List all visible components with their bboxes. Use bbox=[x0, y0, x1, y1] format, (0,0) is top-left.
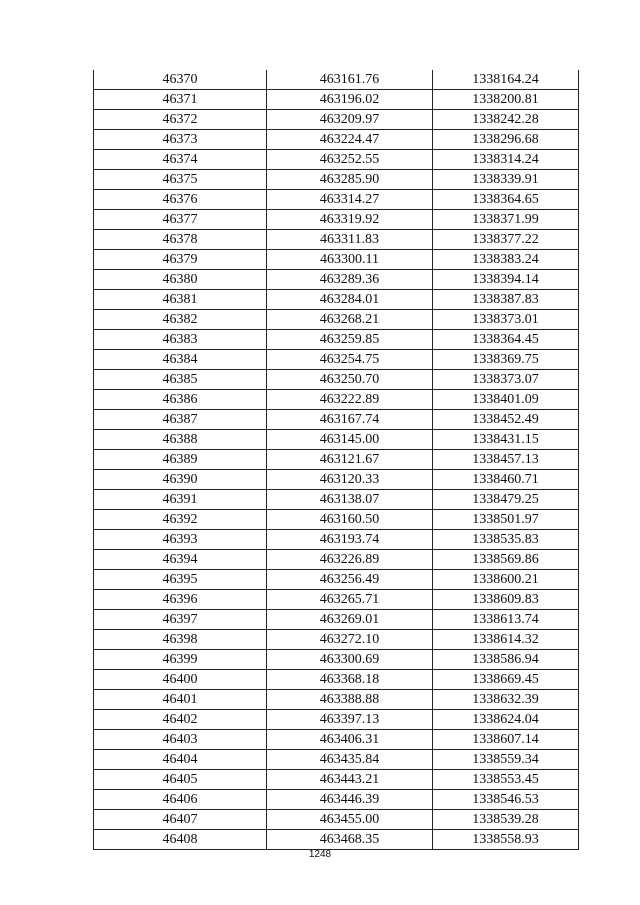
x-coordinate-cell: 463120.33 bbox=[267, 470, 433, 490]
table-row bbox=[94, 550, 579, 570]
point-id-cell: 46398 bbox=[94, 630, 267, 650]
table-row bbox=[94, 710, 579, 730]
x-coordinate-cell: 463368.18 bbox=[267, 670, 433, 690]
x-coordinate-cell: 463300.11 bbox=[267, 250, 433, 270]
x-coordinate-cell: 463222.89 bbox=[267, 390, 433, 410]
table-body bbox=[94, 70, 579, 850]
table-row bbox=[94, 670, 579, 690]
y-coordinate-cell: 1338371.99 bbox=[433, 210, 579, 230]
table-row bbox=[94, 810, 579, 830]
x-coordinate-cell: 463314.27 bbox=[267, 190, 433, 210]
y-coordinate-cell: 1338501.97 bbox=[433, 510, 579, 530]
table-row bbox=[94, 270, 579, 290]
point-id-cell: 46390 bbox=[94, 470, 267, 490]
coordinate-table bbox=[93, 70, 579, 850]
point-id-cell: 46378 bbox=[94, 230, 267, 250]
table-row bbox=[94, 590, 579, 610]
point-id-cell: 46405 bbox=[94, 770, 267, 790]
x-coordinate-cell: 463224.47 bbox=[267, 130, 433, 150]
x-coordinate-cell: 463209.97 bbox=[267, 110, 433, 130]
x-coordinate-cell: 463161.76 bbox=[267, 70, 433, 90]
y-coordinate-cell: 1338364.45 bbox=[433, 330, 579, 350]
y-coordinate-cell: 1338394.14 bbox=[433, 270, 579, 290]
table-row bbox=[94, 110, 579, 130]
point-id-cell: 46383 bbox=[94, 330, 267, 350]
table-row bbox=[94, 290, 579, 310]
x-coordinate-cell: 463252.55 bbox=[267, 150, 433, 170]
y-coordinate-cell: 1338200.81 bbox=[433, 90, 579, 110]
table-row bbox=[94, 750, 579, 770]
x-coordinate-cell: 463468.35 bbox=[267, 830, 433, 850]
point-id-cell: 46386 bbox=[94, 390, 267, 410]
table-row bbox=[94, 630, 579, 650]
y-coordinate-cell: 1338452.49 bbox=[433, 410, 579, 430]
point-id-cell: 46379 bbox=[94, 250, 267, 270]
point-id-cell: 46397 bbox=[94, 610, 267, 630]
point-id-cell: 46393 bbox=[94, 530, 267, 550]
table-row bbox=[94, 770, 579, 790]
point-id-cell: 46389 bbox=[94, 450, 267, 470]
x-coordinate-cell: 463319.92 bbox=[267, 210, 433, 230]
y-coordinate-cell: 1338431.15 bbox=[433, 430, 579, 450]
table-row bbox=[94, 530, 579, 550]
table-row bbox=[94, 310, 579, 330]
point-id-cell: 46388 bbox=[94, 430, 267, 450]
x-coordinate-cell: 463256.49 bbox=[267, 570, 433, 590]
x-coordinate-cell: 463443.21 bbox=[267, 770, 433, 790]
y-coordinate-cell: 1338242.28 bbox=[433, 110, 579, 130]
table-row bbox=[94, 70, 579, 90]
point-id-cell: 46403 bbox=[94, 730, 267, 750]
y-coordinate-cell: 1338377.22 bbox=[433, 230, 579, 250]
point-id-cell: 46380 bbox=[94, 270, 267, 290]
point-id-cell: 46373 bbox=[94, 130, 267, 150]
x-coordinate-cell: 463406.31 bbox=[267, 730, 433, 750]
x-coordinate-cell: 463250.70 bbox=[267, 370, 433, 390]
x-coordinate-cell: 463145.00 bbox=[267, 430, 433, 450]
y-coordinate-cell: 1338296.68 bbox=[433, 130, 579, 150]
y-coordinate-cell: 1338387.83 bbox=[433, 290, 579, 310]
point-id-cell: 46400 bbox=[94, 670, 267, 690]
point-id-cell: 46370 bbox=[94, 70, 267, 90]
x-coordinate-cell: 463193.74 bbox=[267, 530, 433, 550]
x-coordinate-cell: 463446.39 bbox=[267, 790, 433, 810]
table-row bbox=[94, 690, 579, 710]
table-row bbox=[94, 510, 579, 530]
y-coordinate-cell: 1338457.13 bbox=[433, 450, 579, 470]
table-row bbox=[94, 230, 579, 250]
y-coordinate-cell: 1338383.24 bbox=[433, 250, 579, 270]
point-id-cell: 46371 bbox=[94, 90, 267, 110]
point-id-cell: 46407 bbox=[94, 810, 267, 830]
y-coordinate-cell: 1338164.24 bbox=[433, 70, 579, 90]
point-id-cell: 46404 bbox=[94, 750, 267, 770]
point-id-cell: 46408 bbox=[94, 830, 267, 850]
table-row bbox=[94, 90, 579, 110]
y-coordinate-cell: 1338558.93 bbox=[433, 830, 579, 850]
x-coordinate-cell: 463121.67 bbox=[267, 450, 433, 470]
x-coordinate-cell: 463285.90 bbox=[267, 170, 433, 190]
point-id-cell: 46372 bbox=[94, 110, 267, 130]
point-id-cell: 46381 bbox=[94, 290, 267, 310]
y-coordinate-cell: 1338624.04 bbox=[433, 710, 579, 730]
x-coordinate-cell: 463300.69 bbox=[267, 650, 433, 670]
x-coordinate-cell: 463268.21 bbox=[267, 310, 433, 330]
x-coordinate-cell: 463167.74 bbox=[267, 410, 433, 430]
table-row bbox=[94, 350, 579, 370]
point-id-cell: 46399 bbox=[94, 650, 267, 670]
table-row bbox=[94, 650, 579, 670]
table-row bbox=[94, 410, 579, 430]
point-id-cell: 46382 bbox=[94, 310, 267, 330]
y-coordinate-cell: 1338314.24 bbox=[433, 150, 579, 170]
x-coordinate-cell: 463397.13 bbox=[267, 710, 433, 730]
y-coordinate-cell: 1338364.65 bbox=[433, 190, 579, 210]
point-id-cell: 46391 bbox=[94, 490, 267, 510]
x-coordinate-cell: 463259.85 bbox=[267, 330, 433, 350]
x-coordinate-cell: 463435.84 bbox=[267, 750, 433, 770]
table-row bbox=[94, 790, 579, 810]
y-coordinate-cell: 1338339.91 bbox=[433, 170, 579, 190]
table-row bbox=[94, 190, 579, 210]
x-coordinate-cell: 463160.50 bbox=[267, 510, 433, 530]
table-row bbox=[94, 470, 579, 490]
table-row bbox=[94, 570, 579, 590]
x-coordinate-cell: 463455.00 bbox=[267, 810, 433, 830]
point-id-cell: 46392 bbox=[94, 510, 267, 530]
y-coordinate-cell: 1338669.45 bbox=[433, 670, 579, 690]
x-coordinate-cell: 463196.02 bbox=[267, 90, 433, 110]
point-id-cell: 46374 bbox=[94, 150, 267, 170]
y-coordinate-cell: 1338546.53 bbox=[433, 790, 579, 810]
point-id-cell: 46387 bbox=[94, 410, 267, 430]
point-id-cell: 46384 bbox=[94, 350, 267, 370]
table-row bbox=[94, 430, 579, 450]
y-coordinate-cell: 1338539.28 bbox=[433, 810, 579, 830]
page-number: 1248 bbox=[308, 849, 332, 860]
table-row bbox=[94, 330, 579, 350]
table-row bbox=[94, 210, 579, 230]
y-coordinate-cell: 1338460.71 bbox=[433, 470, 579, 490]
point-id-cell: 46402 bbox=[94, 710, 267, 730]
table-row bbox=[94, 390, 579, 410]
table-row bbox=[94, 730, 579, 750]
y-coordinate-cell: 1338401.09 bbox=[433, 390, 579, 410]
point-id-cell: 46376 bbox=[94, 190, 267, 210]
y-coordinate-cell: 1338373.07 bbox=[433, 370, 579, 390]
y-coordinate-cell: 1338373.01 bbox=[433, 310, 579, 330]
table-row bbox=[94, 610, 579, 630]
y-coordinate-cell: 1338535.83 bbox=[433, 530, 579, 550]
point-id-cell: 46375 bbox=[94, 170, 267, 190]
x-coordinate-cell: 463138.07 bbox=[267, 490, 433, 510]
table-row bbox=[94, 490, 579, 510]
table-row bbox=[94, 170, 579, 190]
x-coordinate-cell: 463254.75 bbox=[267, 350, 433, 370]
x-coordinate-cell: 463272.10 bbox=[267, 630, 433, 650]
x-coordinate-cell: 463311.83 bbox=[267, 230, 433, 250]
y-coordinate-cell: 1338569.86 bbox=[433, 550, 579, 570]
point-id-cell: 46395 bbox=[94, 570, 267, 590]
y-coordinate-cell: 1338479.25 bbox=[433, 490, 579, 510]
y-coordinate-cell: 1338609.83 bbox=[433, 590, 579, 610]
x-coordinate-cell: 463284.01 bbox=[267, 290, 433, 310]
table-row bbox=[94, 150, 579, 170]
table-row bbox=[94, 450, 579, 470]
y-coordinate-cell: 1338586.94 bbox=[433, 650, 579, 670]
point-id-cell: 46377 bbox=[94, 210, 267, 230]
y-coordinate-cell: 1338614.32 bbox=[433, 630, 579, 650]
table-row bbox=[94, 250, 579, 270]
y-coordinate-cell: 1338613.74 bbox=[433, 610, 579, 630]
table-row bbox=[94, 370, 579, 390]
y-coordinate-cell: 1338553.45 bbox=[433, 770, 579, 790]
y-coordinate-cell: 1338369.75 bbox=[433, 350, 579, 370]
table-row bbox=[94, 830, 579, 850]
table-row bbox=[94, 130, 579, 150]
point-id-cell: 46396 bbox=[94, 590, 267, 610]
x-coordinate-cell: 463269.01 bbox=[267, 610, 433, 630]
y-coordinate-cell: 1338600.21 bbox=[433, 570, 579, 590]
point-id-cell: 46394 bbox=[94, 550, 267, 570]
y-coordinate-cell: 1338559.34 bbox=[433, 750, 579, 770]
y-coordinate-cell: 1338607.14 bbox=[433, 730, 579, 750]
point-id-cell: 46401 bbox=[94, 690, 267, 710]
x-coordinate-cell: 463388.88 bbox=[267, 690, 433, 710]
point-id-cell: 46385 bbox=[94, 370, 267, 390]
point-id-cell: 46406 bbox=[94, 790, 267, 810]
x-coordinate-cell: 463289.36 bbox=[267, 270, 433, 290]
x-coordinate-cell: 463226.89 bbox=[267, 550, 433, 570]
y-coordinate-cell: 1338632.39 bbox=[433, 690, 579, 710]
x-coordinate-cell: 463265.71 bbox=[267, 590, 433, 610]
